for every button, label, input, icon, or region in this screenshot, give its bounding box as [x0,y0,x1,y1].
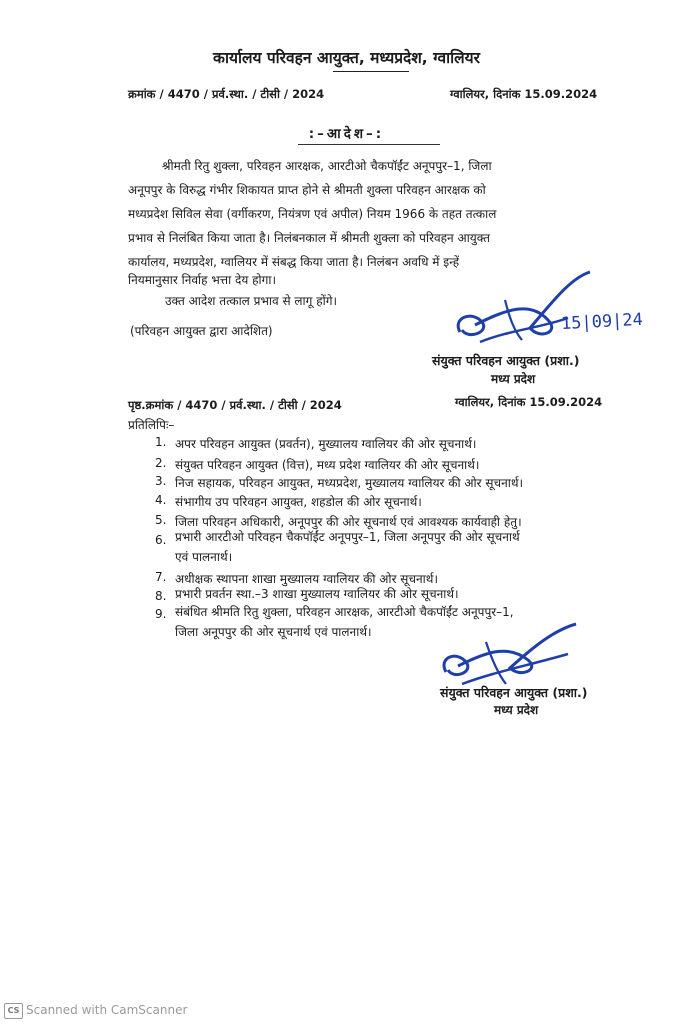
copy-item-text: अधीक्षक स्थापना शाखा मुख्यालय ग्वालियर की ओर सूचनार्थ। [175,572,439,586]
office-title: कार्यालय परिवहन आयुक्त, मध्यप्रदेश, ग्वालियर [213,49,480,67]
signatory-designation-1: संयुक्त परिवहन आयुक्त (प्रशा.) [432,353,580,368]
signatory-state-1: मध्य प्रदेश [491,372,536,386]
order-heading: :–आदेश–: [308,126,385,142]
copy-to-label: प्रतिलिपिः– [128,418,175,432]
copy-item-number: 4. [155,493,167,507]
camscanner-logo-icon: CS [4,1003,23,1019]
title-underline [333,71,409,72]
order-heading-underline [298,144,440,145]
order-authorization: (परिवहन आयुक्त द्वारा आदेशित) [130,324,273,338]
order-body-line: अनूपपुर के विरुद्ध गंभीर शिकायत प्राप्त होने से श्रीमती शुक्ला परिवहन आरक्षक को [128,183,486,197]
order-body-line: नियमानुसार निर्वाह भत्ता देय होगा। [128,273,277,287]
copy-item-text: संबंधित श्रीमति रितु शुक्ला, परिवहन आरक्षक, आरटीओ चैकपॉईंट अनूपपुर–1, [175,605,514,619]
endorsement-date: ग्वालियर, दिनांक 15.09.2024 [455,395,603,409]
copy-item-text: अपर परिवहन आयुक्त (प्रवर्तन), मुख्यालय ग्वालियर की ओर सूचनार्थ। [175,437,477,451]
copy-item-number: 8. [155,589,167,603]
order-date: ग्वालियर, दिनांक 15.09.2024 [450,87,598,101]
order-body-line: कार्यालय, मध्यप्रदेश, ग्वालियर में संबद्ध किया जाता है। निलंबन अवधि में इन्हें [128,255,460,269]
copy-item-number: 5. [155,513,167,527]
handwritten-date: 15|09|24 [560,309,644,335]
copy-item-text-continued: एवं पालनार्थ। [175,550,233,564]
copy-item-text: संभागीय उप परिवहन आयुक्त, शहडोल की ओर सूचनार्थ। [175,495,422,509]
copy-item-number: 1. [155,435,167,449]
signatory-state-2: मध्य प्रदेश [494,703,539,717]
copy-item-text: निज सहायक, परिवहन आयुक्त, मध्यप्रदेश, मुख्यालय ग्वालियर की ओर सूचनार्थ। [175,476,524,490]
copy-item-number: 2. [155,456,167,470]
copy-item-text: संयुक्त परिवहन आयुक्त (वित्त), मध्य प्रदेश ग्वालियर की ओर सूचनार्थ। [175,458,480,472]
order-effect-line: उक्त आदेश तत्काल प्रभाव से लागू होंगे। [165,294,338,308]
signatory-designation-2: संयुक्त परिवहन आयुक्त (प्रशा.) [440,685,588,700]
copy-item-number: 3. [155,474,167,488]
copy-item-text: प्रभारी प्रवर्तन स्था.–3 शाखा मुख्यालय ग्वालियर की ओर सूचनार्थ। [175,587,459,601]
copy-item-number: 7. [155,570,167,584]
order-reference-number: क्रमांक / 4470 / प्रर्व.स्था. / टीसी / 2024 [128,87,325,101]
copy-item-text: प्रभारी आरटीओ परिवहन चैकपॉईंट अनूपपुर–1, जिला अनूपपुर की ओर सूचनार्थ [175,530,520,544]
scanner-watermark: Scanned with CamScanner [26,1003,188,1017]
copy-item-number: 6. [155,533,167,547]
order-body-line: मध्यप्रदेश सिविल सेवा (वर्गीकरण, नियंत्रण एवं अपील) नियम 1966 के तहत तत्काल [128,207,497,221]
copy-item-number: 9. [155,607,167,621]
order-body-line: प्रभाव से निलंबित किया जाता है। निलंबनकाल में श्रीमती शुक्ला को परिवहन आयुक्त [128,231,490,245]
order-body-line: श्रीमती रितु शुक्ला, परिवहन आरक्षक, आरटीओ चैकपॉईंट अनूपपुर–1, जिला [162,159,492,173]
endorsement-reference: पृष्ठ.क्रमांक / 4470 / प्रर्व.स्था. / टीसी / 2024 [128,398,342,412]
copy-item-text: जिला परिवहन अधिकारी, अनूपपुर की ओर सूचनार्थ एवं आवश्यक कार्यवाही हेतु। [175,515,522,529]
copy-item-text-continued: जिला अनूपपुर की ओर सूचनार्थ एवं पालनार्थ। [175,625,372,639]
